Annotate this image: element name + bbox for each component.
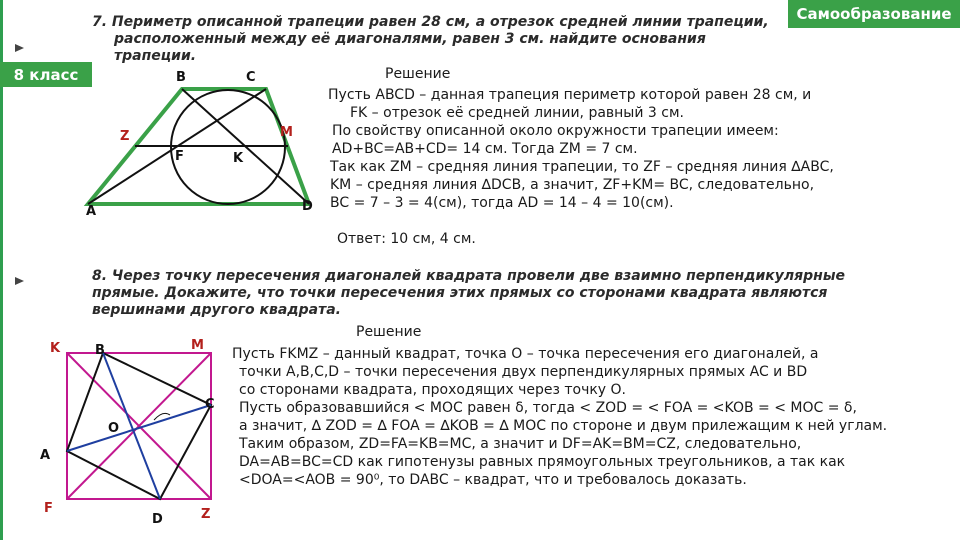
label-c: C [205,397,215,412]
label-a: A [86,204,97,219]
slide-arrow-icon [15,277,24,285]
label-k: K [233,151,244,166]
label-a: A [40,448,51,463]
solution-heading-7: Решение [385,66,451,82]
self-study-badge: Самообразование [788,0,960,28]
solution-line: AD+BC=AB+CD= 14 см. Тогда ZM = 7 см. [332,141,638,157]
label-m: M [280,125,293,140]
solution-line: точки A,B,C,D – точки пересечения двух перпендикулярных прямых AC и BD [239,364,808,380]
solution-line: Пусть образовавшийся < MOC равен δ, тогда < ZOD = < FOA = <KOB = < MOC = δ, [239,400,857,416]
label-z: Z [120,129,130,144]
task-line: прямые. Докажите, что точки пересечения этих прямых со сторонами квадрата являются [92,285,828,301]
trapezoid-figure [70,60,330,235]
solution-line: со сторонами квадрата, проходящих через точку О. [239,382,627,398]
task-line: расположенный между её диагоналями, равен 3 см. найдите основания трапеции. [114,31,706,64]
answer-7: Ответ: 10 см, 4 см. [337,231,476,247]
task-line: 8. Через точку пересечения диагоналей квадрата провели две взаимно перпендикулярные [92,268,845,284]
label-o: O [108,421,120,436]
label-z: Z [201,507,211,522]
task-8-statement [92,268,862,319]
grade-badge: 8 класс [0,62,92,87]
solution-line: Таким образом, ZD=FA=KB=MC, а значит и DF=AK=BM=CZ, следовательно, [239,436,802,452]
label-c: C [246,70,256,85]
label-k: K [50,341,61,356]
square-figure [30,330,230,530]
task-line: 7. Периметр описанной трапеции равен 28 см, а отрезок средней линии трапеции, [92,14,769,30]
solution-line: DA=AB=BC=CD как гипотенузы равных прямоугольных треугольников, а так как [239,454,846,470]
solution-line: KM – средняя линия ∆DCB, а значит, ZF+KM= BC, следовательно, [330,177,815,193]
slide-arrow-icon [15,44,24,52]
label-f: F [44,501,53,516]
solution-line: По свойству описанной около окружности трапеции имеем: [332,123,779,139]
solution-heading-8: Решение [356,324,422,340]
solution-line: а значит, ∆ ZOD = ∆ FOA = ∆KOB = ∆ MOC по стороне и двум прилежащим к ней углам. [239,418,888,434]
solution-line: Так как ZM – средняя линия трапеции, то ZF – средняя линия ∆ABC, [330,159,834,175]
solution-8 [232,345,952,489]
solution-7 [328,86,888,212]
label-f: F [175,149,184,164]
task-line: вершинами другого квадрата. [92,302,341,318]
solution-line: <DOA=<AOB = 90⁰, то DABC – квадрат, что и требовалось доказать. [239,472,747,488]
solution-line: Пусть ABCD – данная трапеция периметр которой равен 28 см, и [328,87,812,103]
solution-line: FK – отрезок её средней линии, равный 3 см. [350,105,684,121]
label-d: D [302,199,313,214]
label-b: B [176,70,186,85]
task-7-statement [92,14,792,65]
solution-line: Пусть FKMZ – данный квадрат, точка О – точка пересечения его диагоналей, а [232,346,819,362]
label-m: M [191,338,204,353]
label-b: B [95,343,105,358]
solution-line: BC = 7 – 3 = 4(см), тогда AD = 14 – 4 = 10(см). [330,195,674,211]
label-d: D [152,512,163,527]
